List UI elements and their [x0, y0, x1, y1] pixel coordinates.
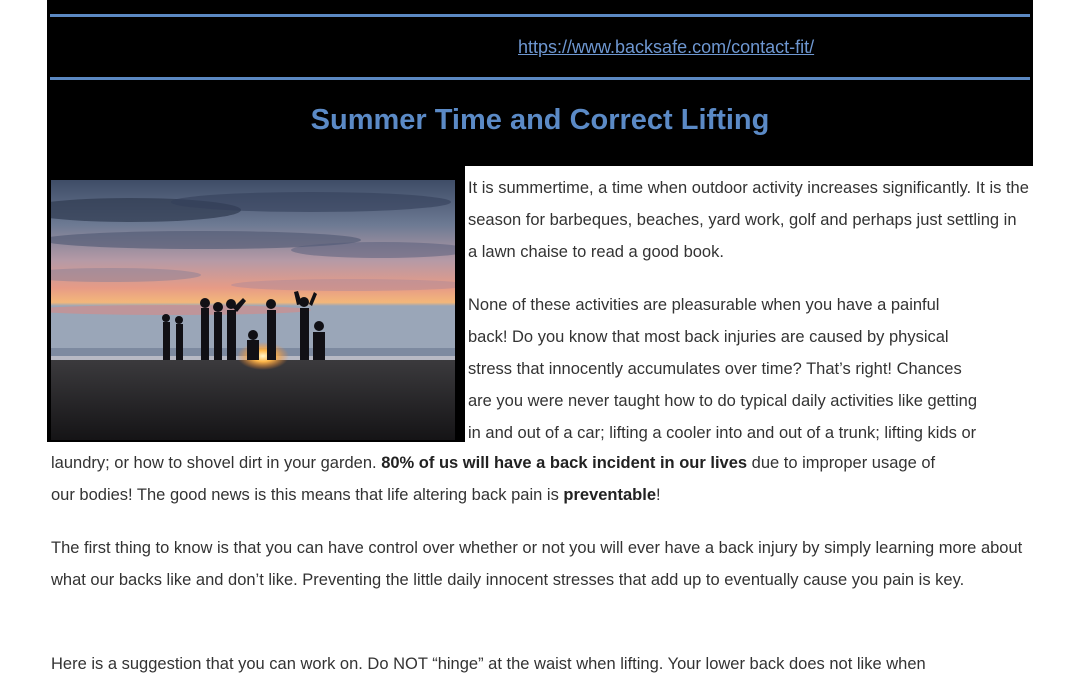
document-page [47, 0, 1033, 675]
paragraph-back-continued [51, 447, 1029, 511]
paragraph-back-line-7 [51, 479, 1029, 511]
paragraph-back-line-1: None of these activities are pleasurable when you have a painful [468, 296, 940, 314]
paragraph-suggestion [51, 648, 1029, 680]
paragraph-back-line-6 [51, 447, 1029, 479]
paragraph-back-line-2: back! Do you know that most back injuries are caused by physical [468, 328, 949, 346]
contact-link[interactable]: https://www.backsafe.com/contact-fit/ [518, 37, 815, 57]
text-span: our bodies! The good news is this means that life altering back pain is [51, 486, 564, 504]
paragraph-back-line-3: stress that innocently accumulates over time? That’s right! Chances [468, 360, 962, 378]
text-span: ! [656, 486, 661, 504]
paragraph-control-text: The first thing to know is that you can have control over whether or not you will ever have a back injury by simply learning more about what our backs like and don’t like. Preventing the little daily innocent stresses that add up to eventually cause you pain is key. [51, 539, 1023, 589]
header-rule-middle [50, 77, 1030, 80]
text-span: due to improper usage of [747, 454, 936, 472]
header-rule-top [50, 14, 1030, 17]
text-span: laundry; or how to shovel dirt in your garden. [51, 454, 382, 472]
paragraph-back-line-5: in and out of a car; lifting a cooler into and out of a trunk; lifting kids or [468, 424, 977, 442]
bold-statistic: 80% of us will have a back incident in our lives [381, 454, 748, 472]
beach-bonfire-photo [51, 180, 455, 440]
paragraph-back-line-4: are you were never taught how to do typical daily activities like getting [468, 392, 978, 410]
header-banner [47, 0, 1033, 166]
page-title: Summer Time and Correct Lifting [310, 104, 770, 136]
paragraph-intro: It is summertime, a time when outdoor activity increases significantly. It is the season for barbeques, beaches, yard work, golf and perhaps just settling in a lawn chaise to read a good book. [468, 179, 1029, 261]
paragraph-control [51, 532, 1029, 596]
bold-preventable: preventable [563, 486, 657, 504]
wrapped-text-column [468, 172, 1030, 449]
paragraph-suggestion-text: Here is a suggestion that you can work on. Do NOT “hinge” at the waist when lifting. Your lower back does not like when [51, 655, 926, 673]
